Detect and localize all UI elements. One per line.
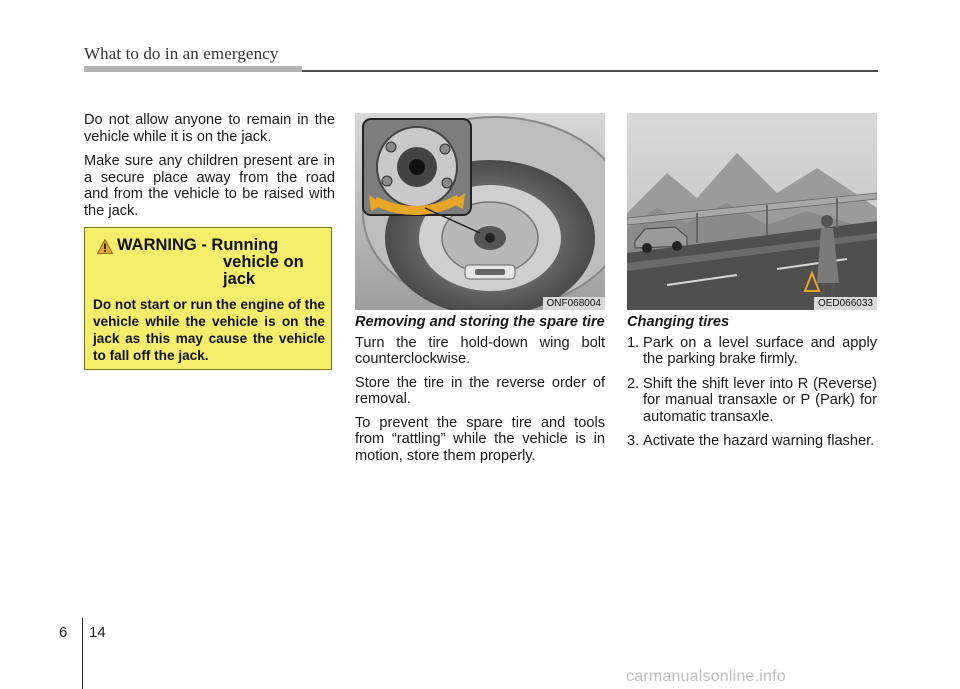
warning-title-line: Running [211, 236, 279, 254]
step-number: 2. [627, 375, 640, 392]
roadside-drawing [627, 113, 877, 310]
warning-heading [117, 237, 304, 288]
figure-code: ONF068004 [543, 297, 605, 310]
column-1 [84, 112, 335, 227]
step-text: Park on a level surface and apply the parking brake firmly. [643, 334, 877, 367]
footer-divider [82, 618, 83, 689]
page-header-title: What to do in an emergency [84, 44, 279, 63]
watermark: carmanualsonline.info [626, 668, 786, 685]
spare-tire-drawing [355, 113, 605, 310]
warning-title-line: jack [223, 270, 256, 288]
step-number: 1. [627, 334, 640, 351]
warning-triangle-icon [97, 239, 113, 254]
figure-code: OED066033 [814, 297, 877, 310]
step-text: Activate the hazard warning flasher. [643, 433, 875, 449]
chapter-number: 6 [59, 624, 68, 641]
list-item [627, 433, 877, 450]
roadside-illustration [627, 113, 877, 310]
column-3 [627, 314, 877, 458]
paragraph: Store the tire in the reverse order of removal. [355, 374, 605, 407]
spare-tire-illustration [355, 113, 605, 310]
warning-body: Do not start or run the engine of the vehicle while the vehicle is on the jack as this may cause the vehicle to fall off the jack. [93, 297, 325, 363]
header-accent-bar [84, 66, 302, 72]
list-item [627, 376, 877, 426]
paragraph: To prevent the spare tire and tools from “rattling” while the vehicle is in motion, store them properly. [355, 414, 605, 464]
column-2 [355, 314, 605, 471]
step-number: 3. [627, 433, 640, 449]
paragraph: Do not allow anyone to remain in the vehicle while it is on the jack. [84, 112, 335, 145]
paragraph: Turn the tire hold-down wing bolt counterclockwise. [355, 334, 605, 367]
warning-box [84, 227, 332, 370]
step-text: Shift the shift lever into R (Reverse) for manual transaxle or P (Park) for automatic transaxle. [643, 375, 877, 425]
header-rule [302, 70, 878, 72]
warning-title-line: vehicle on [223, 253, 304, 271]
warning-label: WARNING - [117, 236, 207, 254]
list-item [627, 335, 877, 368]
page-number: 14 [89, 624, 106, 641]
section-heading: Changing tires [627, 314, 730, 330]
paragraph: Make sure any children present are in a secure place away from the road and from the vehicle to be raised with the jack. [84, 153, 335, 219]
section-heading: Removing and storing the spare tire [355, 314, 605, 330]
